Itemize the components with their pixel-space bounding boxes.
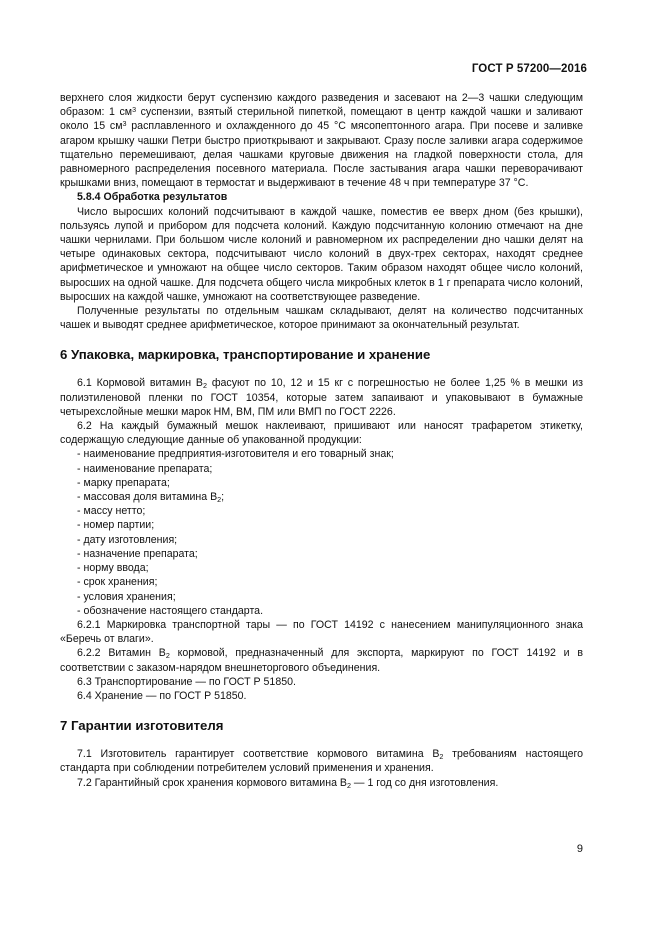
paragraph: 6.2 На каждый бумажный мешок наклеивают, пришивают или наносят трафаретом этикетку, содержащую следующие данные об упакованной продукции: [60,420,583,447]
text-run: расплавленного и охлажденного до 45 °С мясопептонного агара. При посеве и заливке агаром крышку чашки Петри быстро приоткрывают и закрывают. Сразу после заливки агара содержимое тщательно перемешивают, делая чашками круговые движения на гладкой поверхности стола, для равномерного распределения посевного материала. После застывания агара чашки переворачивают крышками вниз, помещают в термостат и выдерживают в течение 48 ч при температуре 37 °С. [60,120,583,190]
paragraph: Полученные результаты по отдельным чашкам складывают, делят на количество подсчитанных чашек и выводят среднее арифметическое, которое принимают за окончательный результат. [60,305,583,332]
list-item: - наименование предприятия-изготовителя и его товарный знак; [77,448,394,461]
paragraph: 6.4 Хранение — по ГОСТ Р 51850. [77,689,247,702]
paragraph: 6.2.1 Маркировка транспортной тары — по ГОСТ 14192 с нанесением манипуляционного знака «Беречь от влаги». [60,618,583,646]
text-run: суспензии, взятый стерильной пипеткой, помещают в центр каждой чашки и заливают около 15 см [60,106,583,133]
text-run: — 1 год со дня изготовления. [350,776,499,789]
text-run: 6.2.2 Витамин В [77,647,166,660]
list-item: - обозначение настоящего стандарта. [77,604,264,617]
list-item: - срок хранения; [77,576,158,589]
superscript: 3 [132,104,137,114]
section-heading: 7 Гарантии изготовителя [60,718,224,734]
text-run: 7.2 Гарантийный срок хранения кормового витамина В [77,776,347,789]
subscript: 2 [217,495,222,505]
paragraph [60,776,583,790]
list-item: - условия хранения; [77,590,176,603]
text-run: верхнего слоя жидкости берут суспензию каждого разведения и засевают на 2—3 чашки следующим образом: 1 см [60,92,583,119]
continued-paragraph [60,91,583,190]
text-run: кормовой, предназначенный для экспорта, маркируют по ГОСТ 14192 и в соответствии с заказом-нарядом внешнеторгового объединения. [60,647,583,674]
list-item: - назначение препарата; [77,547,198,560]
paragraph: 6.3 Транспортирование — по ГОСТ Р 51850. [77,675,296,688]
section-heading: 6 Упаковка, маркировка, транспортирование и хранение [60,347,431,363]
superscript: 3 [122,119,127,129]
subsection-heading: 5.8.4 Обработка результатов [77,191,228,204]
list-item: - дату изготовления; [77,533,178,546]
label-data-list [60,447,583,617]
paragraph [60,646,583,674]
paragraph [60,747,583,775]
paragraph: Число выросших колоний подсчитывают в каждой чашке, поместив ее вверх дном (без крышки), пользуясь лупой и прибором для подсчета колоний. Каждую подсчитанную колонию отмечают на дне чашки чернилами. При большом числе колоний и равномерном их распределении дно чашки делят на четыре одинаковых сектора, подсчитывают число колоний в двух-трех секторах, находят среднее арифметическое и умножают на общее число секторов. Таким образом находят общее число колоний, выросших на одной чашке. Для подсчета общего числа микробных клеток в 1 г препарата число колоний, выросших на каждой чашке, умножают на соответствующее разведение. [60,205,583,303]
list-item: - наименование препарата; [77,462,213,475]
text-run: 6.1 Кормовой витамин В [77,377,203,390]
text-run: 7.1 Изготовитель гарантирует соответствие кормового витамина В [77,748,440,761]
subscript: 2 [439,752,444,762]
subscript: 2 [165,651,170,661]
text-run: фасуют по 10, 12 и 15 кг с погрешностью не более 1,25 % в мешки из полиэтиленовой пленки по ГОСТ 10354, которые затем запаивают и упаковывают в бумажные четырехслойные мешки марок НМ, ВМ, ПМ или ВМП по ГОСТ 2226. [60,377,583,418]
text-run: - массовая доля витамина В [77,491,218,504]
document-code-header: ГОСТ Р 57200—2016 [471,63,587,75]
list-item: - номер партии; [77,519,155,532]
page-content [60,91,583,790]
page-number: 9 [576,843,583,855]
list-item: - массу нетто; [77,505,146,518]
paragraph [60,376,583,419]
subscript: 2 [202,381,207,391]
text-run: ; [221,491,225,504]
text-run: требованиям настоящего стандарта при соблюдении потребителем условий применения и хранения. [60,748,584,775]
list-item: - марку препарата; [77,476,170,489]
list-item: - норму ввода; [77,562,149,575]
subscript: 2 [346,780,351,790]
list-item [77,490,583,504]
